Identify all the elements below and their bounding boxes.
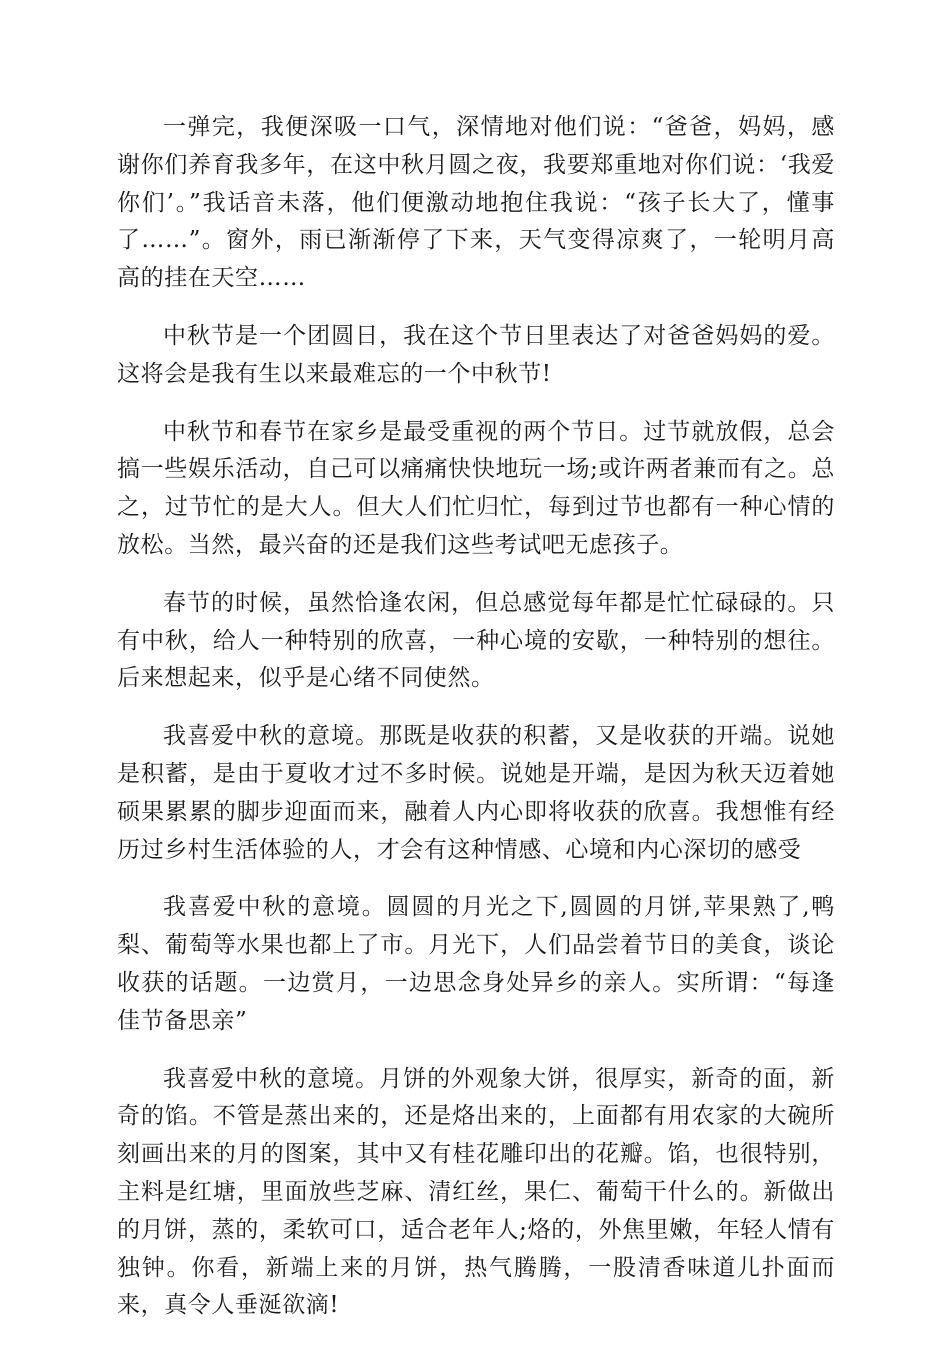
paragraph-1: 一弹完，我便深吸一口气，深情地对他们说：“爸爸，妈妈，感谢你们养育我多年，在这中秋月圆之夜，我要郑重地对你们说：‘我爱你们’。”我话音未落，他们便激动地抱住我说：“孩子长大了，懂事了……”。窗外，雨已渐渐停了下来，天气变得凉爽了，一轮明月高高的挂在天空…… <box>117 114 835 292</box>
paragraph-5: 我喜爱中秋的意境。那既是收获的积蓄，又是收获的开端。说她是积蓄，是由于夏收才过不多时候。说她是开端，是因为秋天迈着她硕果累累的脚步迎面而来，融着人内心即将收获的欣喜。我想惟有经历过乡村生活体验的人，才会有这种情感、心境和内心深切的感受 <box>117 723 835 863</box>
paragraph-4: 春节的时候，虽然恰逢农闲，但总感觉每年都是忙忙碌碌的。只有中秋，给人一种特别的欣喜，一种心境的安歇，一种特别的想往。后来想起来，似乎是心绪不同使然。 <box>117 589 835 692</box>
paragraph-3: 中秋节和春节在家乡是最受重视的两个节日。过节就放假，总会搞一些娱乐活动，自己可以痛痛快快地玩一场;或许两者兼而有之。总之，过节忙的是大人。但大人们忙归忙，每到过节也都有一种心情的放松。当然，最兴奋的还是我们这些考试吧无虑孩子。 <box>117 418 835 558</box>
paragraph-7: 我喜爱中秋的意境。月饼的外观象大饼，很厚实，新奇的面，新奇的馅。不管是蒸出来的，还是烙出来的，上面都有用农家的大碗所刻画出来的月的图案，其中又有桂花雕印出的花瓣。馅，也很特别，主料是红塘，里面放些芝麻、清红丝，果仁、葡萄干什么的。新做出的月饼，蒸的，柔软可口，适合老年人;烙的，外焦里嫩，年轻人情有独钟。你看，新端上来的月饼，热气腾腾，一股清香味道儿扑面而来，真令人垂涎欲滴! <box>117 1065 835 1319</box>
document-page <box>117 109 835 1345</box>
paragraph-6: 我喜爱中秋的意境。圆圆的月光之下,圆圆的月饼,苹果熟了,鸭梨、葡萄等水果也都上了市。月光下，人们品尝着节日的美食，谈论收获的话题。一边赏月，一边思念身处异乡的亲人。实所谓：“每逢佳节备思亲” <box>117 894 835 1034</box>
paragraph-2: 中秋节是一个团圆日，我在这个节日里表达了对爸爸妈妈的爱。这将会是我有生以来最难忘的一个中秋节! <box>117 322 835 387</box>
